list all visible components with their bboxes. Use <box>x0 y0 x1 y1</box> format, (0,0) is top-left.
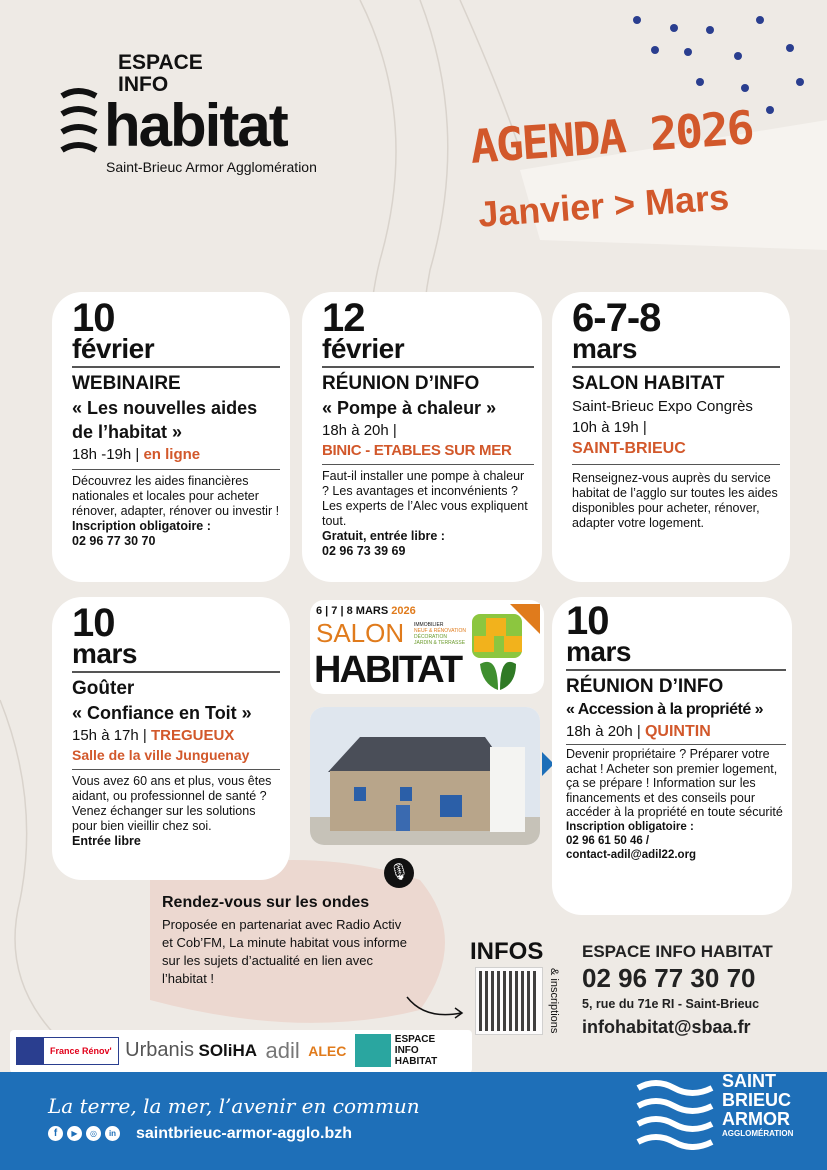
agenda-period: Janvier > Mars <box>476 176 731 235</box>
saint-brieuc-waves-logo <box>636 1078 716 1150</box>
youtube-icon[interactable]: ▶ <box>67 1126 82 1141</box>
banner-topic: DÉCORATION <box>414 634 447 640</box>
qr-code[interactable] <box>476 968 542 1034</box>
event-note: Entrée libre <box>72 834 141 848</box>
event-month: mars <box>566 636 631 667</box>
event-description: Vous avez 60 ans et plus, vous êtes aidant, ou professionnel de santé ? Venez échanger sur les solutions pour bien vieillir chez soi. <box>72 774 272 833</box>
event-card <box>52 292 290 582</box>
event-card <box>52 597 290 880</box>
footer <box>0 1072 827 1170</box>
infos-phone[interactable]: 02 96 77 30 70 <box>582 963 756 993</box>
salon-habitat-banner[interactable] <box>310 600 544 694</box>
event-title: « Pompe à chaleur » <box>322 398 497 418</box>
event-type: SALON HABITAT <box>572 373 725 394</box>
event-day: 6-7-8 <box>572 296 661 340</box>
curved-arrow-icon <box>405 995 469 1025</box>
event-time: 18h à 20h | <box>566 723 641 740</box>
event-email[interactable]: contact-adil@adil22.org <box>566 848 697 861</box>
event-contact[interactable]: 02 96 73 39 69 <box>322 544 406 558</box>
infos-label: INFOS <box>470 938 544 965</box>
radio-section <box>162 893 412 988</box>
partner-logo-france-renov: France Rénov' <box>16 1037 119 1065</box>
event-card <box>552 292 790 582</box>
banner-topic: JARDIN & TERRASSE <box>414 640 466 646</box>
partner-logo-alec: ALEC <box>308 1042 347 1059</box>
footer-website[interactable]: saintbrieuc-armor-agglo.bzh <box>136 1125 353 1142</box>
instagram-icon[interactable]: ◎ <box>86 1126 101 1141</box>
event-title: « Confiance en Toit » <box>72 703 252 723</box>
logo-subtitle: Saint-Brieuc Armor Agglomération <box>106 159 317 175</box>
house-photo <box>310 707 540 845</box>
event-description: Découvrez les aides financières nationales et locales pour acheter rénover, adapter, rénover ou investir ! <box>72 474 280 518</box>
infos-org: ESPACE INFO HABITAT <box>582 942 773 961</box>
event-contact[interactable]: 02 96 61 50 46 / <box>566 834 650 847</box>
event-time: 18h -19h | <box>72 446 140 463</box>
logo-info: INFO <box>118 73 169 96</box>
event-description: Devenir propriétaire ? Préparer votre achat ! Acheter son premier logement, ça se prépare ! Information sur les financements et des conseils pour accéder à la propriété en toute sécurité <box>566 747 783 819</box>
footer-slogan: La terre, la mer, l’avenir en commun <box>48 1094 420 1118</box>
event-day: 10 <box>72 601 115 645</box>
event-title: Saint-Brieuc Expo Congrès <box>572 398 753 415</box>
brand-armor: ARMOR <box>722 1109 790 1129</box>
agenda-title: AGENDA 2026 <box>468 100 755 174</box>
event-month: mars <box>572 333 637 364</box>
armchair-illustration <box>460 604 540 692</box>
event-description: Renseignez-vous auprès du service habitat de l’agglo sur toutes les aides disponibles pour acheter, rénover, adapter votre logement. <box>572 471 778 530</box>
partner-logo-soliha: SOliHA <box>198 1040 258 1060</box>
infos-address: 5, rue du 71e RI - Saint-Brieuc <box>582 997 760 1011</box>
event-note: Gratuit, entrée libre : <box>322 529 445 543</box>
event-time: 10h à 19h | <box>572 419 647 436</box>
event-note: Inscription obligatoire : <box>566 820 694 833</box>
microphone-icon: 🎙 <box>384 858 414 888</box>
event-title: « Les nouvelles aides de l’habitat » <box>72 398 258 442</box>
partners-strip <box>10 1030 472 1073</box>
infos-sub: & inscriptions <box>548 968 560 1034</box>
event-place: TREGUEUX <box>150 727 235 744</box>
radio-text: Proposée en partenariat avec Radio Activ et Cob’FM, La minute habitat vous informe sur les sujets d’actualité en lien avec l’habitat ! <box>162 917 407 986</box>
banner-habitat: HABITAT <box>314 649 462 691</box>
banner-topic: IMMOBILIER <box>414 622 444 628</box>
event-card <box>552 597 792 915</box>
event-place: SAINT-BRIEUC <box>572 440 686 457</box>
logo-espace: ESPACE <box>118 51 203 74</box>
partner-logo-urbanis: Urbanis <box>125 1039 195 1061</box>
event-day: 10 <box>566 599 609 643</box>
partner-logo-adil: adil <box>265 1037 300 1063</box>
linkedin-icon[interactable]: in <box>105 1126 120 1141</box>
banner-topic: NEUF & RÉNOVATION <box>414 628 467 634</box>
event-venue: Salle de la ville Junguenay <box>72 747 250 763</box>
brand-saint: SAINT <box>722 1071 776 1091</box>
event-place: QUINTIN <box>644 723 711 740</box>
event-type: RÉUNION D’INFO <box>322 373 480 394</box>
event-day: 12 <box>322 296 365 340</box>
event-time: 18h à 20h | <box>322 422 397 439</box>
decorative-dots <box>633 16 804 114</box>
event-type: WEBINAIRE <box>72 373 181 394</box>
brand-agglomeration: AGGLOMÉRATION <box>722 1129 794 1138</box>
logo-habitat: habitat <box>104 92 287 159</box>
event-type: RÉUNION D’INFO <box>566 676 724 697</box>
brand-brieuc: BRIEUC <box>722 1090 792 1110</box>
event-month: mars <box>72 638 137 669</box>
event-time: 15h à 17h | <box>72 727 147 744</box>
banner-dates: 6 | 7 | 8 MARS <box>316 605 389 617</box>
event-month: février <box>72 333 155 364</box>
banner-year: 2026 <box>391 605 416 617</box>
waves-icon <box>58 86 100 156</box>
partner-logo-eih: ESPACE INFO HABITAT <box>355 1034 415 1067</box>
event-contact[interactable]: 02 96 77 30 70 <box>72 534 156 548</box>
event-place: BINIC - ETABLES SUR MER <box>322 442 512 459</box>
event-day: 10 <box>72 296 115 340</box>
event-month: février <box>322 333 405 364</box>
infos-email[interactable]: infohabitat@sbaa.fr <box>582 1017 751 1037</box>
event-card <box>302 292 542 582</box>
facebook-icon[interactable]: f <box>48 1126 63 1141</box>
espace-info-habitat-logo <box>58 52 348 180</box>
event-title: « Accession à la propriété » <box>566 701 764 718</box>
event-description: Faut-il installer une pompe à chaleur ? Les avantages et inconvénients ? Les experts de l’Alec vous expliquent tout. <box>322 469 528 528</box>
event-type: Goûter <box>72 678 135 699</box>
radio-title: Rendez-vous sur les ondes <box>162 894 370 911</box>
event-note: Inscription obligatoire : <box>72 519 211 533</box>
banner-salon: SALON <box>316 618 405 648</box>
event-place[interactable]: en ligne <box>143 446 201 463</box>
